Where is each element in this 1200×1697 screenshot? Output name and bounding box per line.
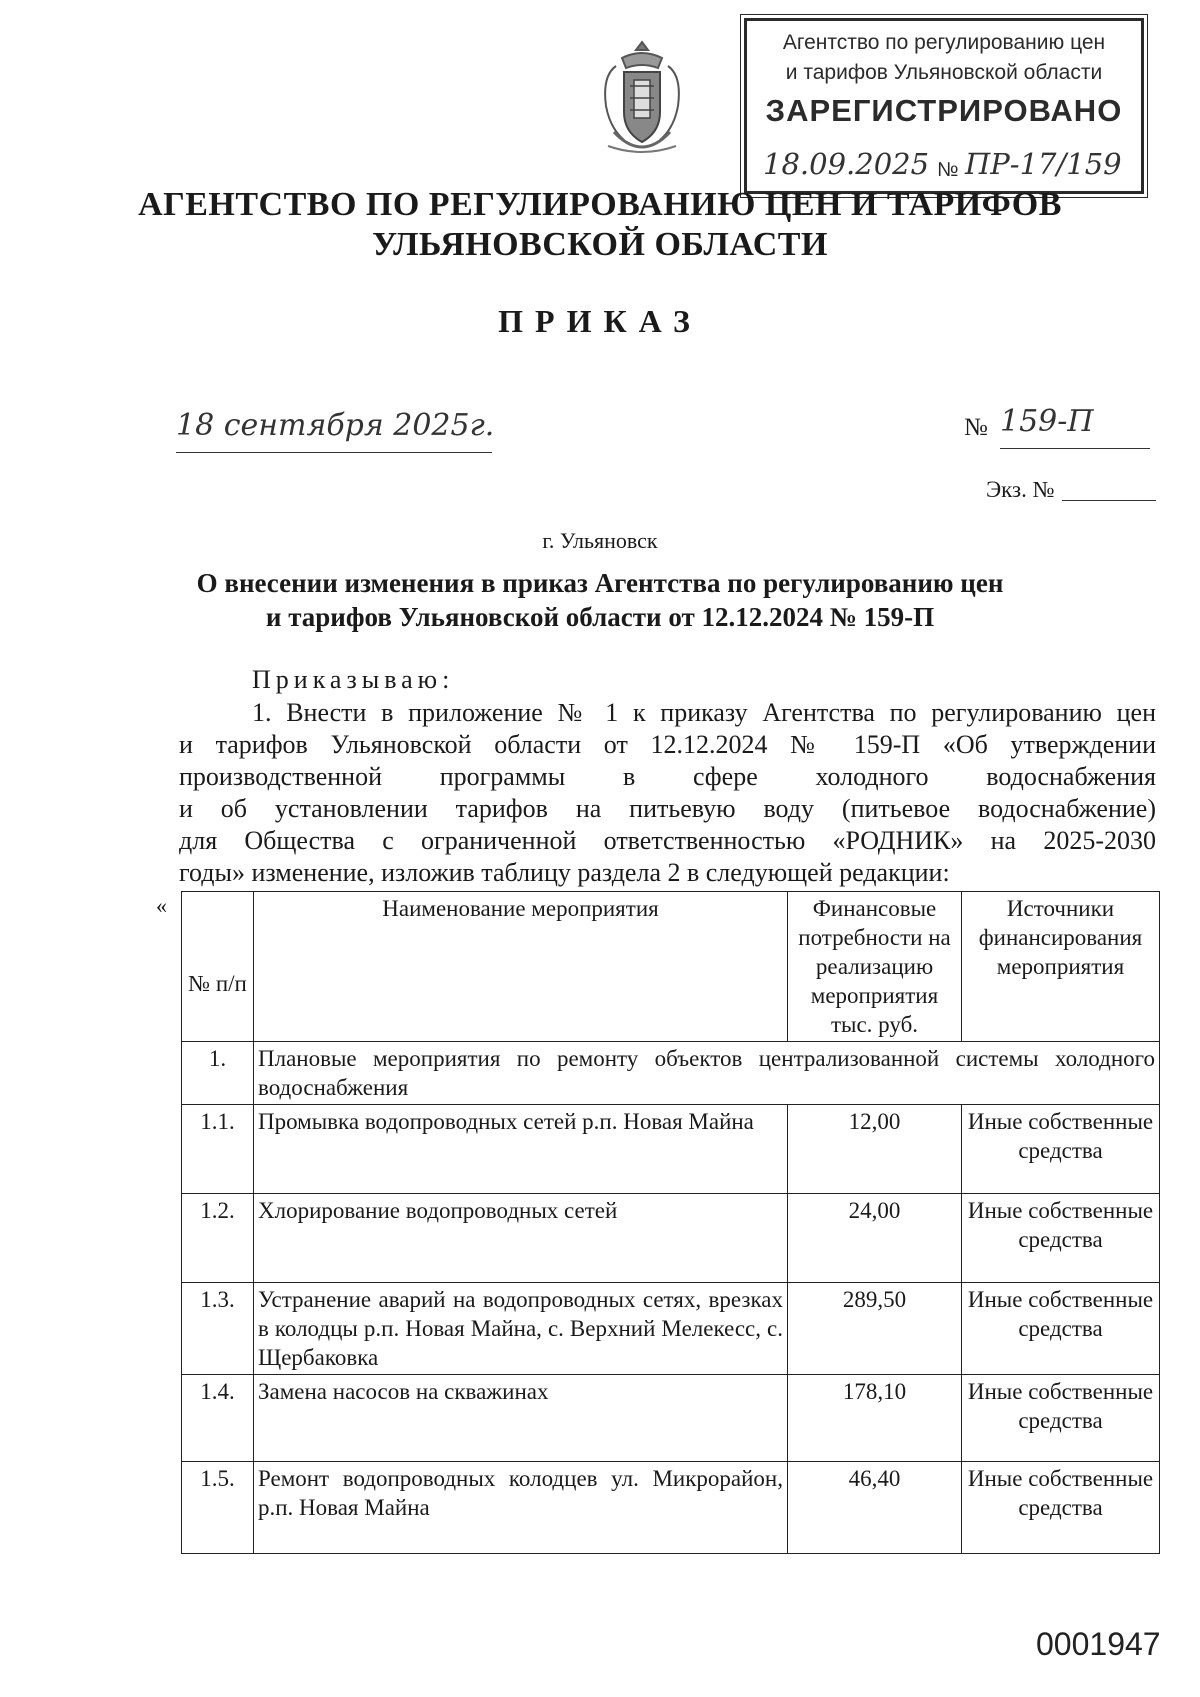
- header-num: № п/п: [182, 892, 254, 1042]
- table-row: [182, 1283, 1160, 1375]
- table-header-row: [182, 892, 1160, 1042]
- section-num: 1.: [182, 1042, 254, 1105]
- stamp-line2: и тарифов Ульяновской области: [785, 61, 1103, 84]
- stamp-date-handwritten: 18.09.2025: [763, 147, 930, 181]
- row-num: 1.4.: [182, 1375, 254, 1462]
- row-financing: 24,00: [788, 1194, 962, 1283]
- copy-number-label: Экз. №: [986, 477, 1055, 502]
- table-row: [182, 1105, 1160, 1194]
- row-name: Замена насосов на скважинах: [254, 1375, 788, 1462]
- stamp-line1: Агентство по регулированию цен: [782, 31, 1106, 54]
- item1-line: для Общества с ограниченной ответственностью «РОДНИК» на 2025-2030: [179, 826, 1156, 855]
- agency-title-line2: УЛЬЯНОВСКОЙ ОБЛАСТИ: [372, 226, 828, 263]
- order-number-handwritten: 159-П: [1000, 404, 1150, 449]
- row-financing: 12,00: [788, 1105, 962, 1194]
- city-name: г. Ульяновск: [542, 528, 658, 553]
- section-name: Плановые мероприятия по ремонту объектов централизованной системы холодного водоснабжения: [254, 1042, 1160, 1105]
- measures-table: [181, 891, 1160, 1554]
- item1-line: годы» изменение, изложив таблицу раздела 2 в следующей редакции:: [179, 858, 950, 887]
- header-financing-needs: Финансовые потребности на реализацию мероприятия тыс. руб.: [788, 892, 962, 1042]
- item1-line: 1. Внести в приложение № 1 к приказу Агентства по регулированию цен: [252, 698, 1156, 727]
- order-date-handwritten: 18 сентября 2025г.: [176, 408, 492, 453]
- stamp-date-number-row: [759, 147, 1133, 187]
- table-section-row: [182, 1042, 1160, 1105]
- order-subject-line1: О внесении изменения в приказ Агентства по регулированию цен: [196, 568, 1004, 598]
- row-source: Иные собственные средства: [962, 1283, 1160, 1375]
- item1-line: производственной программы в сфере холодного водоснабжения: [179, 762, 1156, 791]
- row-financing: 46,40: [788, 1462, 962, 1554]
- item1-line: и об установлении тарифов на питьевую воду (питьевое водоснабжение): [179, 794, 1156, 823]
- stamp-number-handwritten: ПР-17/159: [965, 147, 1122, 181]
- row-name: Промывка водопроводных сетей р.п. Новая Майна: [254, 1105, 788, 1194]
- opening-quote-mark: «: [156, 893, 167, 918]
- copy-number-blank: [1062, 500, 1156, 501]
- table-row: [182, 1375, 1160, 1462]
- header-name: Наименование мероприятия: [254, 892, 788, 1042]
- row-source: Иные собственные средства: [962, 1375, 1160, 1462]
- item1-line: и тарифов Ульяновской области от 12.12.2024 № 159-П «Об утверждении: [179, 730, 1156, 759]
- registration-stamp: [744, 18, 1144, 194]
- header-financing-sources: Источники финансирования мероприятия: [962, 892, 1160, 1042]
- row-financing: 178,10: [788, 1375, 962, 1462]
- row-num: 1.2.: [182, 1194, 254, 1283]
- row-name: Устранение аварий на водопроводных сетях, врезках в колодцы р.п. Новая Майна, с. Верхний Мелекесс, с. Щербаковка: [254, 1283, 788, 1375]
- row-num: 1.1.: [182, 1105, 254, 1194]
- document-serial-number: 0001947: [1036, 1626, 1161, 1662]
- row-name: Хлорирование водопроводных сетей: [254, 1194, 788, 1283]
- agency-title-line1: АГЕНТСТВО ПО РЕГУЛИРОВАНИЮ ЦЕН И ТАРИФОВ: [138, 186, 1062, 223]
- row-name: Ремонт водопроводных колодцев ул. Микрорайон, р.п. Новая Майна: [254, 1462, 788, 1554]
- row-num: 1.5.: [182, 1462, 254, 1554]
- row-financing: 289,50: [788, 1283, 962, 1375]
- row-source: Иные собственные средства: [962, 1105, 1160, 1194]
- document-type-title: ПРИКАЗ: [498, 303, 702, 339]
- order-directive-word: Приказываю:: [252, 665, 455, 694]
- row-source: Иные собственные средства: [962, 1194, 1160, 1283]
- table-row: [182, 1194, 1160, 1283]
- order-number-label: №: [964, 414, 988, 441]
- order-subject-line2: и тарифов Ульяновской области от 12.12.2024 № 159-П: [265, 602, 935, 632]
- stamp-status: ЗАРЕГИСТРИРОВАНО: [765, 93, 1123, 128]
- coat-of-arms-emblem: [594, 36, 690, 160]
- table-row: [182, 1462, 1160, 1554]
- stamp-number-label: №: [937, 159, 959, 181]
- row-num: 1.3.: [182, 1283, 254, 1375]
- row-source: Иные собственные средства: [962, 1462, 1160, 1554]
